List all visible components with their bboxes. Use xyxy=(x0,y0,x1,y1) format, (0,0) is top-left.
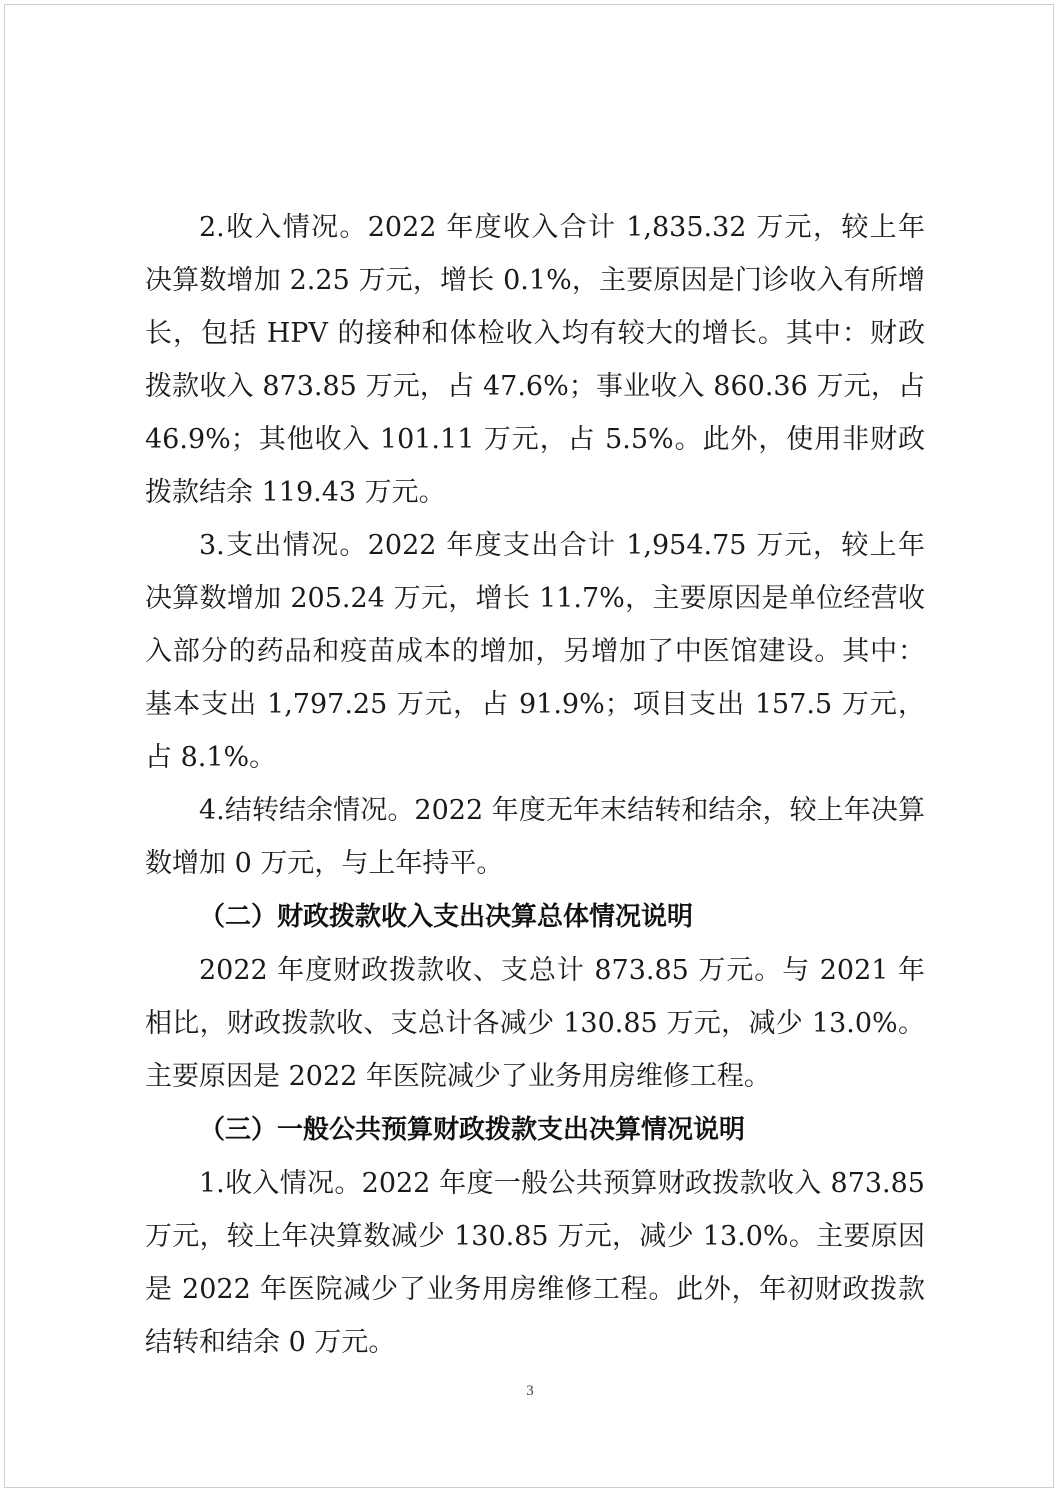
paragraph-income: 2.收入情况。2022 年度收入合计 1,835.32 万元，较上年决算数增加 2.25 万元，增长 0.1%，主要原因是门诊收入有所增长，包括 HPV 的接种和体检收入均有较大的增长。其中：财政拨款收入 873.85 万元，占 47.6%；事业收入 860.36 万元，占 46.9%；其他收入 101.11 万元，占 5.5%。此外，使用非财政拨款结余 119.43 万元。 xyxy=(145,212,925,508)
section-heading-3-text: （三）一般公共预算财政拨款支出决算情况说明 xyxy=(199,1115,746,1145)
paragraph-section3: 1.收入情况。2022 年度一般公共预算财政拨款收入 873.85 万元，较上年决算数减少 130.85 万元，减少 13.0%。主要原因是 2022 年医院减少了业务用房维修工程。此外，年初财政拨款结转和结余 0 万元。 xyxy=(145,1168,925,1358)
paragraph-carryover: 4.结转结余情况。2022 年度无年末结转和结余，较上年决算数增加 0 万元，与上年持平。 xyxy=(145,795,925,879)
section-heading-2 xyxy=(145,890,925,944)
page-number: 3 xyxy=(526,1383,534,1399)
document-body xyxy=(145,201,925,1369)
section-heading-3 xyxy=(145,1103,925,1157)
paragraph-expenditure: 3.支出情况。2022 年度支出合计 1,954.75 万元，较上年决算数增加 205.24 万元，增长 11.7%，主要原因是单位经营收入部分的药品和疫苗成本的增加，另增加了中医馆建设。其中：基本支出 1,797.25 万元，占 91.9%；项目支出 157.5 万元，占 8.1%。 xyxy=(145,530,925,773)
document-page xyxy=(4,4,1054,1488)
section-heading-2-text: （二）财政拨款收入支出决算总体情况说明 xyxy=(199,902,694,932)
paragraph-section2: 2022 年度财政拨款收、支总计 873.85 万元。与 2021 年相比，财政拨款收、支总计各减少 130.85 万元，减少 13.0%。主要原因是 2022 年医院减少了业务用房维修工程。 xyxy=(145,955,925,1092)
